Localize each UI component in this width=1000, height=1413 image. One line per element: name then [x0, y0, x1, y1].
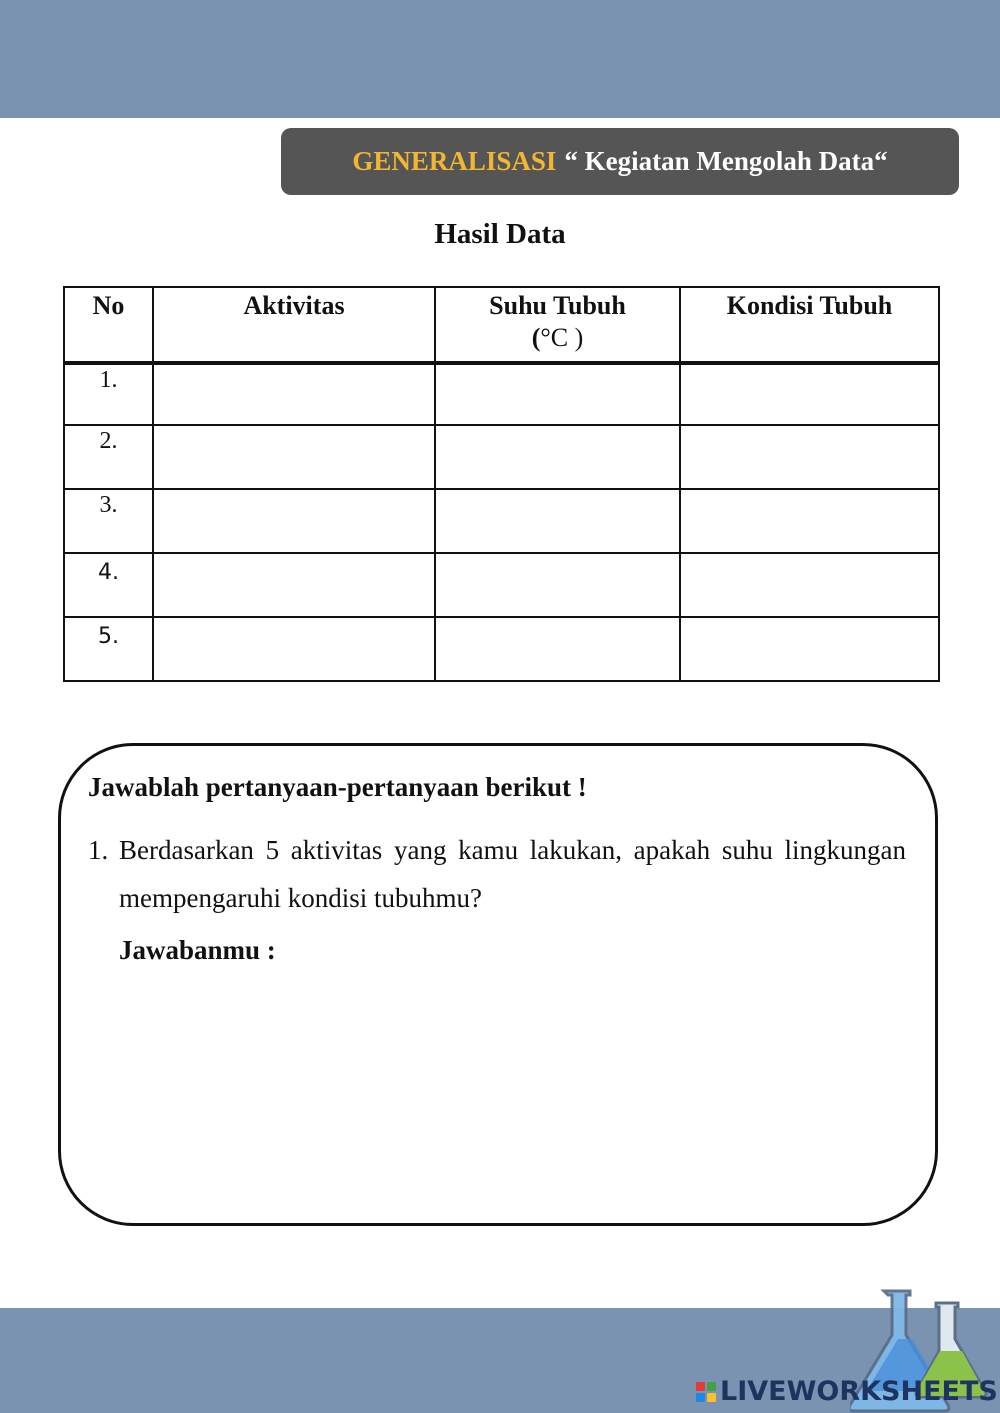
logo-text: LIVEWORKSHEETS	[720, 1376, 998, 1407]
row-number: 2.	[64, 425, 153, 489]
table-row	[64, 553, 939, 617]
question-item	[88, 826, 906, 922]
header-suhu-unit: (°C )	[531, 323, 584, 352]
table-row	[64, 617, 939, 681]
cell-suhu[interactable]	[435, 489, 680, 553]
cell-suhu[interactable]	[435, 617, 680, 681]
cell-aktivitas[interactable]	[153, 553, 435, 617]
header-kondisi: Kondisi Tubuh	[680, 287, 939, 363]
table-row	[64, 363, 939, 425]
banner-title: “ Kegiatan Mengolah Data“	[564, 146, 888, 176]
cell-suhu[interactable]	[435, 425, 680, 489]
section-banner	[281, 128, 959, 195]
table-row	[64, 425, 939, 489]
cell-kondisi[interactable]	[680, 553, 939, 617]
data-table	[63, 286, 940, 682]
cell-kondisi[interactable]	[680, 363, 939, 425]
table-title: Hasil Data	[434, 218, 566, 250]
question-number: 1.	[88, 835, 109, 865]
cell-suhu[interactable]	[435, 553, 680, 617]
cell-aktivitas[interactable]	[153, 617, 435, 681]
row-number: 1.	[64, 363, 153, 425]
liveworksheets-logo	[696, 1376, 998, 1407]
row-number: 3.	[64, 489, 153, 553]
question-text: Berdasarkan 5 aktivitas yang kamu lakukan, apakah suhu lingkungan mempengaruhi kondisi tubuhmu?	[119, 835, 906, 913]
cell-kondisi[interactable]	[680, 489, 939, 553]
header-suhu	[435, 287, 680, 363]
cell-kondisi[interactable]	[680, 617, 939, 681]
cell-suhu[interactable]	[435, 363, 680, 425]
cell-aktivitas[interactable]	[153, 363, 435, 425]
header-no: No	[64, 287, 153, 363]
row-number: 4.	[64, 553, 153, 617]
header-aktivitas: Aktivitas	[153, 287, 435, 363]
banner-accent: GENERALISASI	[352, 146, 557, 176]
row-number: 5.	[64, 617, 153, 681]
cell-aktivitas[interactable]	[153, 489, 435, 553]
question-box	[58, 743, 938, 1226]
top-header-band	[0, 0, 1000, 118]
answer-label: Jawabanmu :	[119, 935, 276, 965]
question-heading: Jawablah pertanyaan-pertanyaan berikut !	[88, 772, 587, 802]
cell-aktivitas[interactable]	[153, 425, 435, 489]
header-suhu-label: Suhu Tubuh	[489, 291, 626, 320]
logo-icon	[696, 1382, 716, 1402]
cell-kondisi[interactable]	[680, 425, 939, 489]
table-header-row	[64, 287, 939, 363]
table-row	[64, 489, 939, 553]
